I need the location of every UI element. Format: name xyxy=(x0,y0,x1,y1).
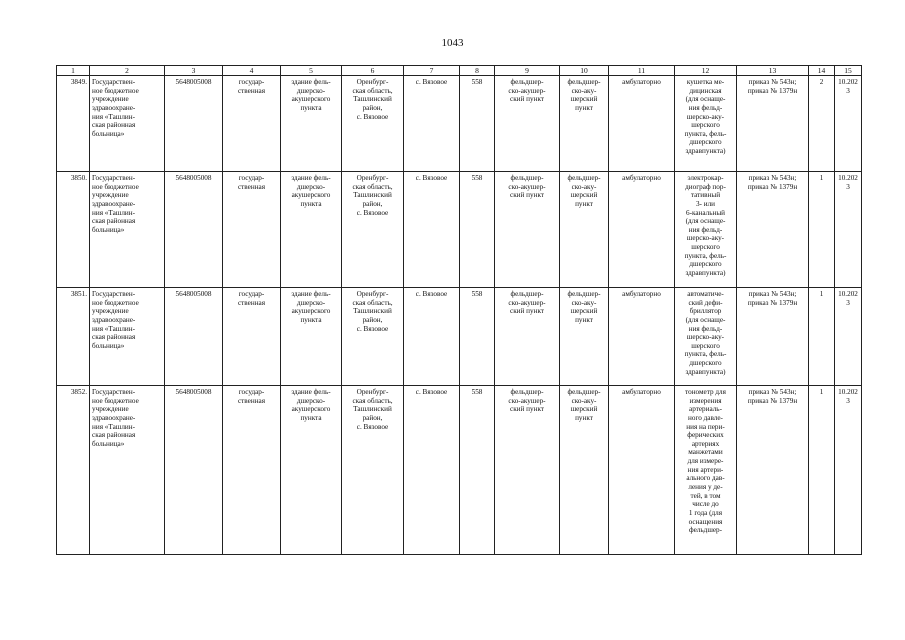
col-header: 15 xyxy=(835,66,862,76)
quantity-cell: 1 xyxy=(809,172,835,288)
code-cell: 558 xyxy=(460,288,495,386)
order-cell: приказ № 543н; приказ № 1379н xyxy=(737,386,809,555)
care-form-cell: амбулаторно xyxy=(609,386,675,555)
ownership-cell: государ- ственная xyxy=(223,172,281,288)
equipment-cell: кушетка ме- дицинская (для оснаще- ния фельд- шерско-аку- шерского пункта, фель- дшерского здравпункта) xyxy=(675,76,737,172)
ownership-cell: государ- ственная xyxy=(223,288,281,386)
organization-cell: Государствен- ное бюджетное учреждение здравоохране- ния «Ташлин- ская районная больница» xyxy=(90,172,165,288)
care-form-cell: амбулаторно xyxy=(609,172,675,288)
care-form-cell: амбулаторно xyxy=(609,76,675,172)
building-cell: здание фель- дшерско- акушерского пункта xyxy=(281,76,342,172)
ownership-cell: государ- ственная xyxy=(223,76,281,172)
locality-cell: с. Вязовое xyxy=(404,76,460,172)
facility-type-cell: фельдшер- ско-акушер- ский пункт xyxy=(495,76,560,172)
col-header: 10 xyxy=(560,66,609,76)
facility-type-cell: фельдшер- ско-акушер- ский пункт xyxy=(495,386,560,555)
organization-cell: Государствен- ное бюджетное учреждение здравоохране- ния «Ташлин- ская районная больница» xyxy=(90,76,165,172)
building-cell: здание фель- дшерско- акушерского пункта xyxy=(281,386,342,555)
col-header: 9 xyxy=(495,66,560,76)
inn-cell: 5648005008 xyxy=(165,386,223,555)
code-cell: 558 xyxy=(460,76,495,172)
address-cell: Оренбург- ская область, Ташлинский район, с. Вязовое xyxy=(342,288,404,386)
equipment-cell: электрокар- диограф пор- тативный 3- или 6-канальный (для оснаще- ния фельд- шерско-аку- шерского пункта, фель- дшерского здравпункта) xyxy=(675,172,737,288)
locality-cell: с. Вязовое xyxy=(404,288,460,386)
col-header: 7 xyxy=(404,66,460,76)
unit-cell: фельдшер- ско-аку- шерский пункт xyxy=(560,172,609,288)
order-cell: приказ № 543н; приказ № 1379н xyxy=(737,288,809,386)
date-cell: 10.2023 xyxy=(835,172,862,288)
facility-type-cell: фельдшер- ско-акушер- ский пункт xyxy=(495,172,560,288)
address-cell: Оренбург- ская область, Ташлинский район, с. Вязовое xyxy=(342,76,404,172)
unit-cell: фельдшер- ско-аку- шерский пункт xyxy=(560,288,609,386)
table-row xyxy=(57,172,862,288)
date-cell: 10.2023 xyxy=(835,76,862,172)
code-cell: 558 xyxy=(460,172,495,288)
facility-type-cell: фельдшер- ско-акушер- ский пункт xyxy=(495,288,560,386)
inn-cell: 5648005008 xyxy=(165,172,223,288)
inn-cell: 5648005008 xyxy=(165,288,223,386)
header-row xyxy=(57,66,862,76)
code-cell: 558 xyxy=(460,386,495,555)
row-number: 3851. xyxy=(57,288,90,386)
address-cell: Оренбург- ская область, Ташлинский район, с. Вязовое xyxy=(342,386,404,555)
order-cell: приказ № 543н; приказ № 1379н xyxy=(737,172,809,288)
table-row xyxy=(57,76,862,172)
building-cell: здание фель- дшерско- акушерского пункта xyxy=(281,288,342,386)
inn-cell: 5648005008 xyxy=(165,76,223,172)
page-number: 1043 xyxy=(441,37,464,49)
col-header: 1 xyxy=(57,66,90,76)
date-cell: 10.2023 xyxy=(835,288,862,386)
col-header: 8 xyxy=(460,66,495,76)
date-cell: 10.2023 xyxy=(835,386,862,555)
col-header: 4 xyxy=(223,66,281,76)
col-header: 11 xyxy=(609,66,675,76)
locality-cell: с. Вязовое xyxy=(404,172,460,288)
col-header: 2 xyxy=(90,66,165,76)
ownership-cell: государ- ственная xyxy=(223,386,281,555)
building-cell: здание фель- дшерско- акушерского пункта xyxy=(281,172,342,288)
col-header: 5 xyxy=(281,66,342,76)
quantity-cell: 2 xyxy=(809,76,835,172)
organization-cell: Государствен- ное бюджетное учреждение здравоохране- ния «Ташлин- ская районная больница» xyxy=(90,288,165,386)
address-cell: Оренбург- ская область, Ташлинский район, с. Вязовое xyxy=(342,172,404,288)
col-header: 14 xyxy=(809,66,835,76)
order-cell: приказ № 543н; приказ № 1379н xyxy=(737,76,809,172)
equipment-cell: тонометр для измерения артериаль- ного давле- ния на пери- ферических артериях манжетами для измере- ния артери- ального дав- ления у де- тей, в том числе до 1 года (для оснащения фельдшер- xyxy=(675,386,737,555)
row-number: 3852. xyxy=(57,386,90,555)
quantity-cell: 1 xyxy=(809,288,835,386)
table-row xyxy=(57,288,862,386)
unit-cell: фельдшер- ско-аку- шерский пункт xyxy=(560,76,609,172)
care-form-cell: амбулаторно xyxy=(609,288,675,386)
equipment-cell: автоматиче- ский дефи- бриллятор (для оснаще- ния фельд- шерско-аку- шерского пункта, фель- дшерского здравпункта) xyxy=(675,288,737,386)
quantity-cell: 1 xyxy=(809,386,835,555)
col-header: 12 xyxy=(675,66,737,76)
col-header: 13 xyxy=(737,66,809,76)
locality-cell: с. Вязовое xyxy=(404,386,460,555)
registry-table xyxy=(56,65,862,555)
col-header: 3 xyxy=(165,66,223,76)
row-number: 3850. xyxy=(57,172,90,288)
table-row xyxy=(57,386,862,555)
col-header: 6 xyxy=(342,66,404,76)
unit-cell: фельдшер- ско-аку- шерский пункт xyxy=(560,386,609,555)
organization-cell: Государствен- ное бюджетное учреждение здравоохране- ния «Ташлин- ская районная больница» xyxy=(90,386,165,555)
row-number: 3849. xyxy=(57,76,90,172)
